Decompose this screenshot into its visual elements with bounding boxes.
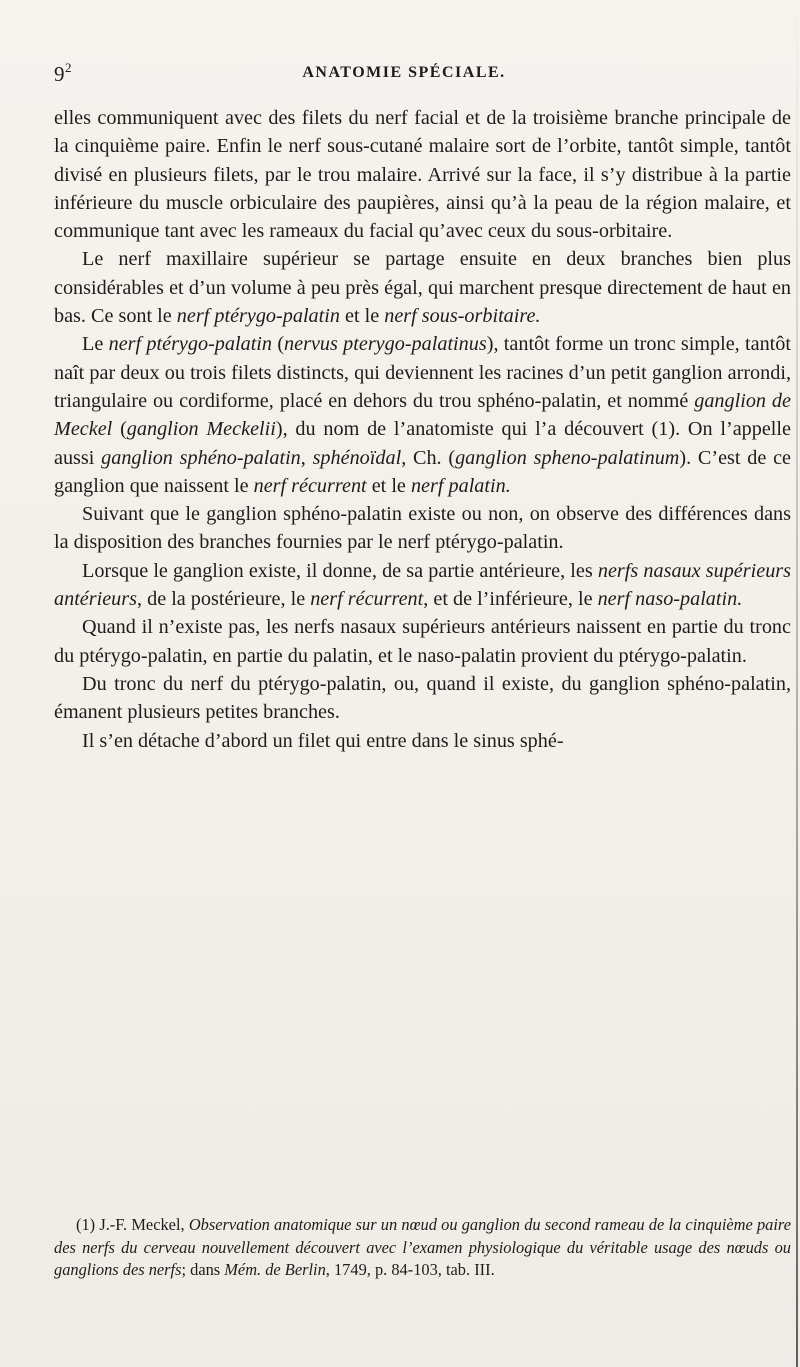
- body-text: [54, 104, 791, 755]
- italic-term: ganglion sphéno-palatin: [101, 446, 301, 469]
- italic-term: nerfs nasaux supérieurs antérieurs: [54, 559, 791, 611]
- text-run: Lorsque le ganglion existe, il donne, de sa partie antérieure, les: [82, 559, 598, 582]
- text-run: Quand il n’existe pas, les nerfs nasaux supérieurs antérieurs naissent en partie du tronc du ptérygo-palatin, en partie du palatin, et le naso-palatin provient du ptérygo-palatin.: [54, 616, 791, 667]
- italic-term: nerf ptérygo-palatin: [108, 333, 273, 356]
- footnote: [54, 1214, 791, 1282]
- italic-term: nerf palatin.: [410, 474, 511, 497]
- text-run: Le: [82, 333, 109, 356]
- paragraph: [54, 500, 791, 557]
- text-run: (: [272, 333, 285, 356]
- italic-term: nerf ptérygo-palatin: [176, 305, 340, 328]
- page-header: [54, 60, 754, 90]
- text-run: ,: [300, 446, 313, 469]
- page-edge-shadow: [796, 0, 798, 1367]
- italic-term: ganglion Meckelii: [126, 418, 276, 441]
- footnote-text: ; dans: [181, 1260, 225, 1279]
- text-run: et le: [366, 474, 411, 497]
- paragraph: [54, 670, 791, 727]
- text-run: ), tantôt forme un tronc simple, tantôt naît par deux ou trois filets distincts, qui deviennent les racines d’un petit ganglion arrondi, triangulaire ou cordiforme, placé en dehors du trou sphéno-palatin, et nommé: [54, 333, 791, 412]
- footnote-text: (1) J.-F. Meckel,: [76, 1215, 189, 1234]
- text-run: Du tronc du nerf du ptérygo-palatin, ou, quand il existe, du ganglion sphéno-palatin, émanent plusieurs petites branches.: [54, 672, 791, 724]
- paragraph: [54, 613, 791, 670]
- footnote-italic: Observation anatomique sur un nœud ou ganglion du second rameau de la cinquième paire des nerfs du cerveau nouvellement découvert avec l’examen physiologique du véritable usage des nœuds ou ganglions des nerfs: [54, 1215, 791, 1279]
- running-title: ANATOMIE SPÉCIALE.: [302, 64, 506, 81]
- italic-term: nerf récurrent: [310, 588, 424, 611]
- text-run: Le nerf maxillaire supérieur se partage ensuite en deux branches bien plus considérables et d’un volume à peu près égal, qui marchent presque directement de haut en bas. Ce sont le: [54, 248, 791, 328]
- italic-term: nerf récurrent: [253, 474, 367, 497]
- footnote-italic: Mém. de Berlin: [224, 1260, 326, 1279]
- text-run: et le: [339, 305, 385, 328]
- italic-term: ganglion spheno-palatinum: [455, 446, 680, 469]
- italic-term: nerf sous-orbitaire.: [384, 305, 541, 328]
- text-run: , de la postérieure, le: [137, 588, 311, 611]
- paragraph: [54, 727, 791, 755]
- text-run: Il s’en détache d’abord un filet qui entre dans le sinus sphé-: [82, 729, 564, 752]
- page-number: $9^2$: [54, 60, 72, 86]
- italic-term: ganglion de Meckel: [54, 389, 791, 441]
- italic-term: nerf naso-palatin.: [597, 588, 743, 611]
- text-run: ), du nom de l’anatomiste qui l’a découvert (1). On l’appelle aussi: [54, 418, 791, 469]
- paragraph: [54, 330, 791, 500]
- italic-term: sphénoïdal: [312, 446, 402, 469]
- paragraph: [54, 557, 791, 614]
- text-run: , et de l’inférieure, le: [423, 588, 598, 611]
- italic-term: nervus pterygo-palatinus: [284, 333, 487, 356]
- paragraph: [54, 104, 791, 245]
- text-run: elles communiquent avec des filets du nerf facial et de la troisième branche principale de la cinquième paire. Enfin le nerf sous-cutané malaire sort de l’orbite, tantôt simple, tantôt divisé en plusieurs filets, par le trou malaire. Arrivé sur la face, il s’y distribue à la partie inférieure du muscle orbiculaire des paupières, ainsi qu’à la peau de la région malaire, et communique tant avec les rameaux du facial qu’avec ceux du sous-orbitaire.: [54, 107, 791, 243]
- text-run: , Ch. (: [401, 446, 456, 469]
- paragraph: [54, 245, 791, 330]
- text-run: (: [112, 418, 127, 441]
- footnote-text: , 1749, p. 84-103, tab. III.: [325, 1260, 495, 1279]
- text-run: ). C’est de ce ganglion que naissent le: [54, 446, 791, 497]
- text-run: Suivant que le ganglion sphéno-palatin existe ou non, on observe des différences dans la disposition des branches fournies par le nerf ptérygo-palatin.: [54, 503, 791, 554]
